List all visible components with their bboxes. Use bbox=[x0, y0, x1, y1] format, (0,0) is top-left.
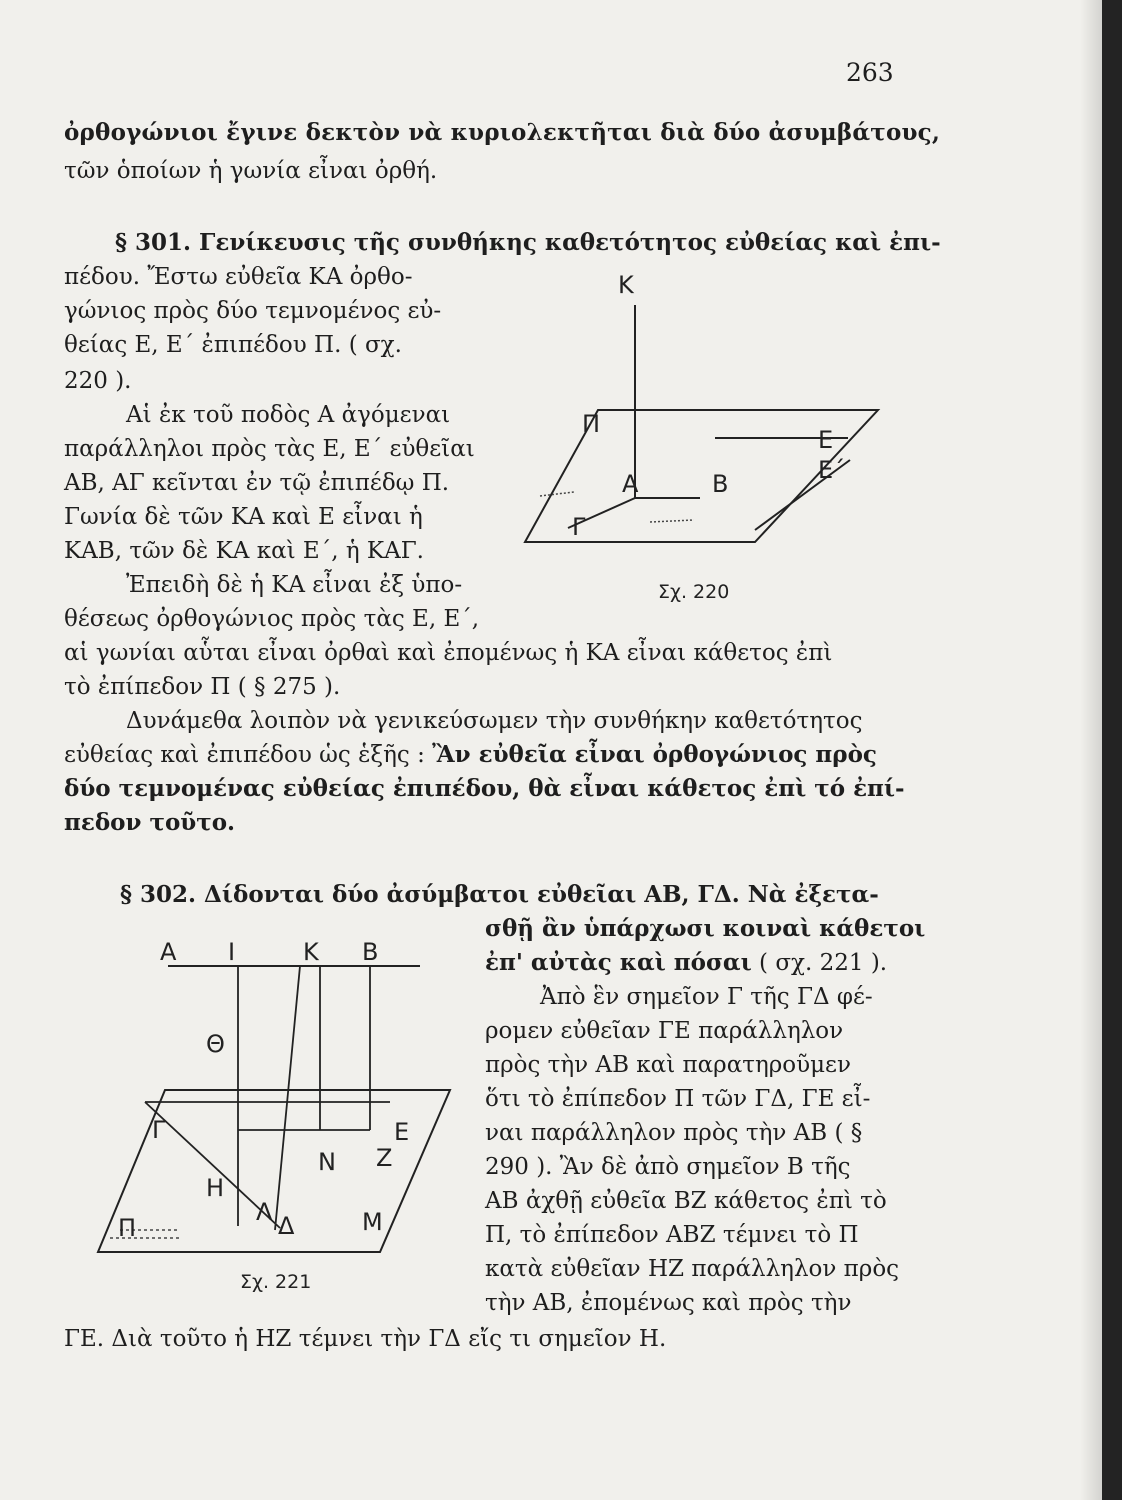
label-th: Θ bbox=[206, 1030, 225, 1058]
text-line: πρὸς τὴν ΑΒ καὶ παρατηροῦμεν bbox=[485, 1052, 851, 1078]
text-bold: ὀρθογώνιοι ἔγινε δεκτὸν νὰ κυριολεκτῆται διὰ δύο ἀσυμβάτους, bbox=[64, 119, 941, 146]
text-line: δύο τεμνομένας εὐθείας ἐπιπέδου, θὰ εἶναι κάθετος ἐπὶ τό ἐπί- bbox=[64, 775, 905, 802]
label-k: Κ bbox=[303, 938, 319, 966]
label-b: Β bbox=[712, 470, 729, 498]
text-line: θείας Ε, Ε΄ ἐπιπέδου Π. ( σχ. bbox=[64, 332, 402, 358]
label-g: Γ bbox=[152, 1116, 166, 1144]
text-line: πέδου. Ἔστω εὐθεῖα ΚΑ ὀρθο- bbox=[64, 264, 413, 290]
text-line: Π, τὸ ἐπίπεδον ΑΒΖ τέμνει τὸ Π bbox=[485, 1222, 859, 1248]
text-line: αἱ γωνίαι αὗται εἶναι ὀρθαὶ καὶ ἐπομένως ἡ ΚΑ εἶναι κάθετος ἐπὶ bbox=[64, 640, 833, 666]
page-number: 263 bbox=[846, 58, 894, 87]
binding-shadow bbox=[1080, 0, 1102, 1500]
text-line: κατὰ εὐθεῖαν ΗΖ παράλληλον πρὸς bbox=[485, 1256, 900, 1282]
label-g: Γ bbox=[572, 513, 586, 541]
text-line: Γωνία δὲ τῶν ΚΑ καὶ Ε εἶναι ἡ bbox=[64, 504, 423, 530]
text-line: θέσεως ὀρθογώνιος πρὸς τὰς Ε, Ε΄, bbox=[64, 606, 480, 632]
label-p: Π bbox=[118, 1214, 137, 1242]
label-d: Δ bbox=[278, 1212, 295, 1240]
label-n: Ν bbox=[318, 1148, 336, 1176]
label-e-prime: Ε΄ bbox=[818, 456, 846, 484]
text-line: ΑΒ ἀχθῇ εὐθεῖα ΒΖ κάθετος ἐπὶ τὸ bbox=[485, 1188, 887, 1214]
label-p: Π bbox=[582, 410, 601, 438]
plane-p-outline bbox=[98, 1090, 450, 1252]
text-line: Ἐπειδὴ δὲ ἡ ΚΑ εἶναι ἐξ ὑπο- bbox=[126, 572, 463, 598]
text-line: Αἱ ἐκ τοῦ ποδὸς Α ἀγόμεναι bbox=[126, 402, 451, 428]
text-line bbox=[64, 118, 940, 148]
label-b: Β bbox=[362, 938, 379, 966]
text-line: ρομεν εὐθεῖαν ΓΕ παράλληλον bbox=[485, 1018, 844, 1044]
text-bold: Ἂν εὐθεῖα εἶναι ὀρθογώνιος πρὸς bbox=[432, 741, 877, 768]
figure-caption: Σχ. 220 bbox=[658, 581, 730, 603]
text-line: ΑΒ, ΑΓ κεῖνται ἐν τῷ ἐπιπέδῳ Π. bbox=[64, 470, 450, 496]
label-a: Α bbox=[160, 938, 177, 966]
label-k: Κ bbox=[618, 271, 634, 299]
text-line: Δυνάμεθα λοιπὸν νὰ γενικεύσωμεν τὴν συνθήκην καθετότητος bbox=[126, 708, 863, 734]
text-run: εὐθείας καὶ ἐπιπέδου ὡς ἑξῆς : bbox=[64, 742, 425, 768]
label-e: Ε bbox=[818, 426, 834, 454]
section-heading bbox=[115, 228, 941, 258]
label-e: Ε bbox=[394, 1118, 410, 1146]
label-a: Α bbox=[622, 470, 639, 498]
label-h: Η bbox=[206, 1174, 225, 1202]
text-line: τὴν ΑΒ, ἐπομένως καὶ πρὸς τὴν bbox=[485, 1290, 852, 1316]
text-line: 290 ). Ἂν δὲ ἀπὸ σημεῖον Β τῆς bbox=[485, 1154, 851, 1180]
figure-221 bbox=[90, 930, 470, 1300]
figure-caption: Σχ. 221 bbox=[240, 1271, 312, 1293]
text-line bbox=[64, 740, 877, 770]
line-oblique bbox=[275, 966, 300, 1230]
text-line: ΚΑΒ, τῶν δὲ ΚΑ καὶ Ε΄, ἡ ΚΑΓ. bbox=[64, 538, 424, 564]
text-bold: § 301. Γενίκευσις τῆς συνθήκης καθετότητος εὐθείας καὶ ἐπι- bbox=[115, 229, 941, 256]
text-run: ( σχ. 221 ). bbox=[751, 950, 888, 976]
text-bold: ἐπ' αὐτὰς καὶ πόσαι bbox=[485, 949, 752, 976]
text-line: ΓΕ. Διὰ τοῦτο ἡ ΗΖ τέμνει τὴν ΓΔ εἴς τι σημεῖον Η. bbox=[64, 1326, 667, 1352]
text-line: τὸ ἐπίπεδον Π ( § 275 ). bbox=[64, 674, 341, 700]
section-heading: § 302. Δίδονται δύο ἀσύμβατοι εὐθεῖαι ΑΒ, ΓΔ. Νὰ ἐξετα- bbox=[120, 881, 879, 908]
figure-220 bbox=[500, 260, 890, 610]
text-line: τῶν ὁποίων ἡ γωνία εἶναι ὀρθή. bbox=[64, 158, 438, 184]
text-line: ὅτι τὸ ἐπίπεδον Π τῶν ΓΔ, ΓΕ εἶ- bbox=[485, 1086, 871, 1112]
text-line: πεδον τοῦτο. bbox=[64, 809, 236, 836]
label-l: Λ bbox=[256, 1198, 273, 1226]
text-line bbox=[485, 948, 887, 978]
text-line: γώνιος πρὸς δύο τεμνομένος εὐ- bbox=[64, 298, 442, 324]
text-line: 220 ). bbox=[64, 368, 132, 394]
text-line: παράλληλοι πρὸς τὰς Ε, Ε΄ εὐθεῖαι bbox=[64, 436, 475, 462]
text-line: Ἀπὸ ἓν σημεῖον Γ τῆς ΓΔ φέ- bbox=[540, 984, 873, 1010]
label-i: Ι bbox=[228, 938, 236, 966]
label-z: Ζ bbox=[376, 1144, 393, 1172]
text-line: ναι παράλληλον πρὸς τὴν ΑΒ ( § bbox=[485, 1120, 863, 1146]
binding-edge bbox=[1102, 0, 1122, 1500]
label-m: Μ bbox=[362, 1208, 383, 1236]
text-line: σθῇ ἂν ὑπάρχωσι κοιναὶ κάθετοι bbox=[485, 915, 926, 942]
